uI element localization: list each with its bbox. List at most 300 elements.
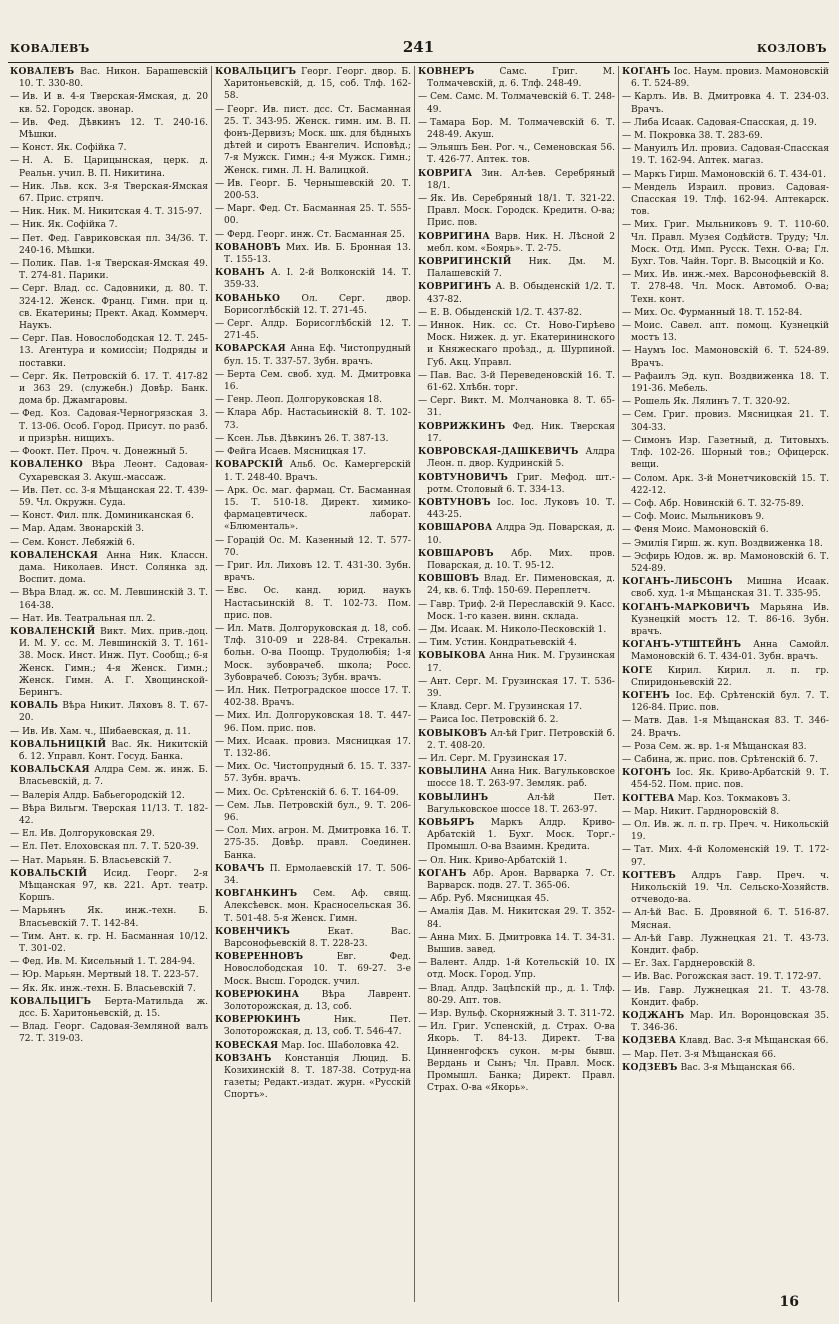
entry-text: Соф. Абр. Новинскiй 6. Т. 32-75-89. (634, 498, 804, 509)
directory-entry (10, 803, 208, 827)
entry-surname: КОВАЛЬ (10, 700, 59, 712)
ditto-dash: — (10, 156, 20, 167)
ditto-dash: — (622, 435, 632, 446)
entry-surname: КОВАРСКАЯ (215, 343, 286, 355)
directory-entry (622, 511, 829, 523)
entry-text: Ол. Ник. Криво-Арбатскiй 1. (430, 855, 568, 866)
header-right-catchword: КОЗЛОВЪ (756, 42, 827, 55)
entry-text: Абр. Мих. пров. Поварская, д. 10. Т. 95-12. (427, 548, 615, 571)
entry-text: Анна Ник. М. Грузинская 17. (427, 651, 615, 674)
directory-entry (622, 169, 829, 181)
ditto-dash: — (10, 726, 20, 737)
entry-text: Иннок. Ник. сс. Ст. Ново-Гирѣево Моск. Нижек. д. уг. Екатерининского и Княжескаго проѣзд., д. Шурпиной. Губ. Акц. Управл. (427, 321, 615, 368)
directory-entry (10, 537, 208, 549)
directory-entry (418, 650, 615, 674)
entry-text: Влад. Георг. Садовая-Земляной валъ 72. Т. 319-03. (19, 1022, 208, 1045)
header-left-catchword: КОВАЛЕВЪ (10, 42, 90, 55)
directory-entry (622, 665, 829, 689)
entry-surname: КОГТЕВА (622, 792, 675, 804)
entry-text: Гавр. Триф. 2-й Переславскiй 9. Касс. Моск. 1-го казен. винн. склада. (427, 599, 615, 622)
ditto-dash: — (622, 270, 632, 281)
entry-surname: КОВАЛЬСКIЙ (10, 867, 88, 879)
ditto-dash: — (622, 117, 632, 128)
directory-entry (215, 459, 411, 483)
entry-text: Самс. Григ. М. Толмачевскiй, д. 6. Тлф. 248-49. (427, 67, 615, 90)
entry-text: Ник. Ник. М. Никитская 4. Т. 315-97. (22, 207, 202, 218)
ditto-dash: — (622, 321, 632, 332)
entry-surname: КОВАНЬКО (215, 292, 281, 304)
directory-entry (418, 868, 615, 892)
entry-text: Евг. Фед. Новослободская 10. Т. 69-27. 3-е Моск. Высш. Городск. учил. (224, 952, 411, 987)
entry-text: Сем. Самс. М. Толмачевскiй 6. Т. 248-49. (427, 92, 615, 115)
ditto-dash: — (418, 1009, 428, 1020)
ditto-dash: — (418, 1022, 428, 1033)
directory-entry (622, 66, 829, 90)
entry-text: Ал-ѣй Вас. Б. Дровяной 6. Т. 516-87. Мясная. (631, 908, 829, 931)
entry-text: Iос. Як. Криво-Арбатскiй 9. Т. 454-52. Пом. прис. пов. (631, 768, 829, 791)
entry-text: Ксен. Льв. Дѣвкинъ 26. Т. 387-13. (227, 433, 389, 444)
ditto-dash: — (622, 538, 632, 549)
entry-text: Клара Абр. Настасьинскiй 8. Т. 102-73. (224, 408, 411, 431)
entry-text: Нат. Марьян. Б. Власьевскiй 7. (22, 855, 172, 866)
page-number: 241 (402, 38, 435, 56)
entry-text: Сем. Льв. Петровскiй бул., 9. Т. 206-96. (224, 800, 411, 823)
directory-entry (622, 602, 829, 639)
entry-surname: КОВАНЪ (215, 267, 265, 279)
entry-text: Фоокт. Пет. Проч. ч. Донежный 5. (22, 447, 188, 458)
directory-entry (215, 585, 411, 622)
entry-text: Симонъ Изр. Газетный, д. Титовыхъ. Тлф. 102-26. Шорный тов.; Офицерск. вещи. (631, 435, 829, 471)
ditto-dash: — (10, 181, 20, 192)
ditto-dash: — (418, 92, 428, 103)
directory-entry (418, 855, 615, 867)
ditto-dash: — (622, 908, 632, 919)
ditto-dash: — (418, 194, 428, 205)
ditto-dash: — (622, 498, 632, 509)
entry-surname: КОВАЛЬНИЦКIЙ (10, 738, 107, 750)
ditto-dash: — (10, 613, 20, 624)
entry-text: Берта Сем. своб. худ. М. Дмитровка 16. (224, 369, 411, 393)
directory-entry (215, 1053, 411, 1102)
directory-entry (622, 473, 829, 497)
entry-surname: КОВЫЛИНЪ (418, 791, 489, 803)
directory-entry (418, 395, 615, 419)
ditto-dash: — (418, 624, 428, 635)
ditto-dash: — (10, 409, 20, 420)
ditto-dash: — (622, 959, 632, 970)
directory-entry (215, 178, 411, 202)
directory-entry (418, 573, 615, 597)
ditto-dash: — (622, 410, 632, 421)
directory-entry (10, 333, 208, 370)
ditto-dash: — (622, 169, 632, 180)
directory-entry (622, 409, 829, 433)
directory-entry (418, 624, 615, 636)
ditto-dash: — (215, 800, 225, 811)
entry-text: Серг. Алдр. Борисоглѣбскiй 12. Т. 271-45. (224, 319, 411, 342)
ditto-dash: — (418, 599, 428, 610)
entry-text: Мануилъ Ил. провиз. Садовая-Спасская 19. Т. 162-94. Аптек. магаз. (631, 144, 829, 167)
entry-surname: КОГАНЪ-МАРКОВИЧЪ (622, 601, 750, 613)
directory-entry (10, 626, 208, 699)
ditto-dash: — (10, 588, 20, 599)
ditto-dash: — (418, 307, 428, 318)
ditto-dash: — (622, 1049, 632, 1060)
ditto-dash: — (418, 932, 428, 943)
entry-surname: КОВЫКОВА (418, 650, 486, 662)
running-header (10, 38, 827, 64)
directory-entry (215, 203, 411, 227)
ditto-dash: — (418, 983, 428, 994)
entry-text: Конст. Як. Софiйка 7. (22, 143, 127, 154)
entry-text: Валерiя Алдр. Бабьегородскiй 12. (22, 790, 185, 801)
entry-text: Тим. Ант. к. гр. Н. Басманная 10/12. Т. 301-02. (19, 931, 208, 955)
directory-entry (418, 370, 615, 394)
entry-text: Марьяна Ив. Кузнецкiй мостъ 12. Т. 86-16. Зубн. врачъ. (631, 602, 829, 637)
directory-entry (10, 142, 208, 154)
ditto-dash: — (418, 894, 428, 905)
ditto-dash: — (10, 447, 20, 458)
directory-entry (622, 806, 829, 818)
entry-text: Е. В. Обыденскiй 1/2. Т. 437-82. (430, 307, 582, 318)
entry-text: Ант. Серг. М. Грузинская 17. Т. 536-39. (427, 676, 615, 699)
entry-surname: КОВЕРЮКИНА (215, 988, 300, 1000)
ditto-dash: — (10, 829, 20, 840)
ditto-dash: — (10, 371, 20, 382)
directory-entry (418, 472, 615, 496)
entry-text: Арк. Ос. маг. фармац. Ст. Басманная 15. Т. 510-18. Директ. химико-фармацевтическ. лаборат. «Блюменталь». (224, 485, 411, 533)
entry-text: Н. А. Б. Царицынская, церк. д. Реальн. учил. В. П. Никитина. (19, 156, 208, 179)
ditto-dash: — (10, 220, 20, 231)
entry-text: Пет. Фед. Гавриковская пл. 34/36. Т. 240-16. Мѣшки. (19, 233, 208, 256)
directory-entry (215, 800, 411, 824)
directory-entry (418, 320, 615, 369)
entry-text: Iос. Еф. Срѣтенскiй бул. 7. Т. 126-84. Прис. пов. (631, 690, 829, 714)
entry-text: Вѣра Леонт. Садовая-Сухаревская 3. Акуш.-массаж. (19, 460, 208, 483)
ditto-dash: — (215, 586, 225, 597)
entry-text: Мар. Iос. Шаболовка 42. (281, 1040, 400, 1051)
directory-entry (418, 1008, 615, 1020)
directory-entry (10, 408, 208, 445)
entry-text: Маркъ Гирш. Мамоновскiй 6. Т. 434-01. (634, 169, 827, 180)
ditto-dash: — (215, 787, 225, 798)
ditto-dash: — (10, 143, 20, 154)
entry-text: Ив. Георг. Б. Чернышевскiй 20. Т. 200-53. (224, 178, 411, 202)
ditto-dash: — (622, 307, 632, 318)
entry-text: Ал-ѣй Пет. Вагульковское шоссе 18. Т. 263-97. (427, 792, 615, 815)
entry-text: Клавд. Вас. 3-я Мѣщанская 66. (679, 1036, 829, 1047)
entry-text: Ил. Ник. Петроградское шоссе 17. Т. 402-38. Врачъ. (224, 685, 411, 709)
ditto-dash: — (622, 716, 632, 727)
entry-text: Сабина, ж. прис. пов. Срѣтенскiй б. 7. (634, 754, 818, 765)
ditto-dash: — (418, 958, 428, 969)
entry-text: Евс. Ос. канд. юрид. наукъ Настасьинскiй 8. Т. 102-73. Пом. прис. пов. (224, 586, 411, 621)
directory-entry (622, 870, 829, 907)
entry-surname: КОВГАНКИНЪ (215, 888, 298, 900)
entry-surname: КОВНЕРЪ (418, 66, 475, 77)
ditto-dash: — (215, 178, 225, 189)
directory-entry (418, 66, 615, 90)
directory-entry (622, 1062, 829, 1074)
entry-text: Моис. Савел. апт. помощ. Кузнецкiй мостъ 13. (631, 321, 829, 344)
entry-text: Марьянъ Як. инж.-техн. Б. Власьевскiй 7. Т. 142-84. (19, 906, 208, 929)
directory-entry (10, 587, 208, 611)
directory-entry (10, 1021, 208, 1045)
entry-text: Анна Еф. Чистопрудный бул. 15. Т. 337-57. Зубн. врачъ. (224, 344, 411, 367)
ditto-dash: — (10, 1022, 20, 1033)
entry-text: Сем. Григ. провиз. Мясницкая 21. Т. 304-33. (631, 410, 829, 433)
column-4 (622, 66, 829, 1304)
entry-text: Пав. Вас. 3-й Переведеновскiй 16. Т. 61-62. Хлѣбн. торг. (427, 370, 615, 394)
entry-text: Вас. Як. Никитскiй б. 12. Управл. Конт. Госуд. Банка. (19, 739, 208, 762)
ditto-dash: — (622, 819, 632, 830)
entry-text: Мар. Никит. Гардноровскiй 8. (634, 806, 780, 817)
directory-entry (622, 844, 829, 868)
entry-surname: КОВАЛЕНКО (10, 459, 83, 471)
entry-text: Ив. И в. 4-я Тверская-Ямская, д. 20 кв. 52. Городск. звонар. (19, 92, 208, 115)
ditto-dash: — (622, 741, 632, 752)
directory-entry (622, 538, 829, 550)
ditto-dash: — (10, 92, 20, 103)
entry-text: Ел. Ив. Долгоруковская 29. (22, 829, 155, 840)
entry-text: Серг. Як. Петровскiй б. 17. Т. 417-82 и 363 29. (служебн.) Довѣр. Банк. дома бр. Джамгаровы. (19, 371, 208, 407)
entry-text: Мих. Ос. Срѣтенскiй б. 6. Т. 164-09. (227, 787, 399, 798)
entry-text: Ив. Ив. Хам. ч., Шибаевская, д. 11. (22, 726, 191, 737)
entry-text: Григ. Мефод. шт.-ротм. Столовый 6. Т. 334-13. (427, 472, 615, 495)
entry-text: Полик. Пав. 1-я Тверская-Ямская 49. Т. 274-81. Парики. (19, 259, 208, 282)
directory-entry (418, 522, 615, 546)
directory-entry (418, 1021, 615, 1094)
directory-entry (418, 817, 615, 854)
entry-text: Ник. Дм. М. Палашевскiй 7. (427, 257, 615, 280)
entry-text: Вѣра Лаврент. Золоторожская, д. 13, соб. (224, 989, 411, 1013)
entry-text: Сол. Мих. агрон. М. Дмитровка 16. Т. 275-35. Довѣр. правл. Соединен. Банка. (224, 826, 411, 861)
entry-surname: КОВАЛЬЦИГЪ (215, 66, 297, 77)
entry-text: А. В. Обыденскiй 1/2. Т. 437-82. (427, 282, 615, 305)
entry-surname: КОВЕНЧИКЪ (215, 925, 291, 937)
directory-entry (622, 576, 829, 600)
directory-entry (622, 1035, 829, 1047)
directory-entry (622, 396, 829, 408)
ditto-dash: — (10, 855, 20, 866)
directory-entry (622, 1010, 829, 1034)
entry-text: Фед. Ник. Тверская 17. (427, 421, 615, 444)
entry-text: Горацiй Ос. М. Казенный 12. Т. 577-70. (224, 535, 411, 558)
entry-text: Анна Мих. Б. Дмитровка 14. Т. 34-31. Вышив. завед. (427, 932, 615, 956)
directory-entry (10, 510, 208, 522)
entry-surname: КОВРИГИНСКIЙ (418, 256, 512, 268)
directory-entry (215, 761, 411, 785)
directory-entry (10, 181, 208, 205)
directory-entry (215, 535, 411, 559)
directory-entry (215, 560, 411, 584)
directory-entry (10, 726, 208, 738)
ditto-dash: — (10, 259, 20, 270)
entry-text: Ник. Як. Софiйка 7. (22, 220, 118, 231)
directory-entry (622, 91, 829, 115)
entry-text: Вѣра Никит. Ляховъ 8. Т. 67-20. (19, 701, 208, 724)
directory-entry (622, 793, 829, 805)
ditto-dash: — (10, 983, 20, 994)
entry-text: Вѣра Влад. ж. сс. М. Левшинскiй 3. Т. 164-38. (19, 588, 208, 611)
directory-entry (10, 258, 208, 282)
entry-text: Ел. Пет. Елоховская пл. 7. Т. 520-39. (22, 842, 199, 853)
directory-entry (418, 893, 615, 905)
directory-entry (418, 142, 615, 166)
directory-entry (622, 320, 829, 344)
ditto-dash: — (622, 845, 632, 856)
entry-text: А. I. 2-й Волконскiй 14. Т. 359-33. (224, 268, 411, 291)
directory-entry (10, 700, 208, 724)
directory-entry (418, 792, 615, 816)
directory-entry (10, 446, 208, 458)
entry-surname: КОВАЛЕНСКАЯ (10, 549, 98, 561)
entry-surname: КОВЗАНЪ (215, 1052, 272, 1064)
entry-text: Мендель Израил. провиз. Садовая-Спасская 19. Тлф. 162-94. Аптекарск. тов. (631, 182, 829, 218)
entry-text: Исид. Георг. 2-я Мѣщанская 97, кв. 221. Арт. театр. Коршъ. (19, 868, 208, 904)
entry-text: Раиса Iос. Петровскiй б. 2. (430, 715, 559, 726)
entry-text: Вас. Никон. Барашевскiй 10. Т. 330-80. (19, 67, 208, 90)
directory-entry (215, 369, 411, 393)
directory-entry (622, 819, 829, 843)
entry-text: Серг. Пав. Новослободская 12. Т. 245-13. Агентура и комиссiи; Подряды и поставки. (19, 334, 208, 369)
entry-surname: КОВАЛЬЦИГЪ (10, 995, 92, 1007)
directory-entry (10, 969, 208, 981)
ditto-dash: — (10, 790, 20, 801)
entry-surname: КОВАЛЕВЪ (10, 66, 75, 77)
directory-entry (215, 623, 411, 684)
ditto-dash: — (215, 319, 225, 330)
directory-entry (215, 66, 411, 103)
directory-entry (418, 753, 615, 765)
entry-text: Мих. Григ. Мыльниковъ 9. Т. 110-60. Чл. Правл. Музея Содѣйств. Труду; Чл. Моск. Отд. Имп. Русск. Техн. О-ва; Гл. Бухг. Тов. Чайн. Торг. В. Высоцкiй и Ко. (631, 220, 829, 268)
ditto-dash: — (622, 92, 632, 103)
entry-text: Мар. Ил. Воронцовская 35. Т. 346-36. (631, 1011, 829, 1034)
directory-entry (215, 407, 411, 431)
entry-text: Ив. Пет. сс. 3-я Мѣщанская 22. Т. 439-59. Чл. Окружн. Суда. (19, 485, 208, 508)
directory-entry (418, 983, 615, 1007)
directory-entry (10, 233, 208, 257)
directory-entry (418, 281, 615, 305)
entry-surname: КОВШОВЪ (418, 573, 480, 585)
ditto-dash: — (10, 334, 20, 345)
directory-entry (418, 701, 615, 713)
entry-text: Мих. Ив. Б. Бронная 13. Т. 155-13. (224, 242, 411, 266)
directory-entry (622, 985, 829, 1009)
directory-entry (622, 143, 829, 167)
directory-entry (622, 182, 829, 219)
entry-text: Феня Моис. Мамоновскiй 6. (634, 525, 769, 536)
directory-entry (10, 855, 208, 867)
directory-entry (10, 905, 208, 929)
entry-text: Екат. Вас. Варсонофьевскiй 8. Т. 228-23. (224, 926, 411, 950)
ditto-dash: — (215, 623, 225, 634)
entry-text: Сем. Конст. Лебяжiй 6. (22, 537, 135, 548)
directory-entry (10, 117, 208, 141)
ditto-dash: — (622, 473, 632, 484)
ditto-dash: — (418, 117, 428, 128)
entry-text: Фед. Ив. М. Кисельный 1. Т. 284-94. (22, 957, 196, 968)
entry-text: Фейга Исаев. Мясницкая 17. (227, 447, 367, 458)
entry-text: Анна Самойл. Мамоновскiй 6. Т. 434-01. Зубн. врачъ. (631, 640, 829, 663)
entry-text: Валент. Алдр. 1-й Котельскiй 10. IX отд. Моск. Город. Упр. (427, 958, 615, 981)
ditto-dash: — (10, 803, 20, 814)
ditto-dash: — (622, 397, 632, 408)
ditto-dash: — (622, 972, 632, 983)
ditto-dash: — (10, 537, 20, 548)
directory-entry (622, 767, 829, 791)
entry-text: Серг. Влад. сс. Садовники, д. 80. Т. 324-12. Женск. Франц. Гимн. при ц. св. Екатерины; Прект. Акад. Коммерч. Наукъ. (19, 284, 208, 332)
directory-entry (622, 130, 829, 142)
ditto-dash: — (418, 370, 428, 381)
ditto-dash: — (215, 485, 225, 496)
ditto-dash: — (215, 560, 225, 571)
entry-text: Мар. Адам. Звонарскiй 3. (22, 524, 145, 535)
entry-surname: КОГОНЪ (622, 767, 671, 779)
ditto-dash: — (418, 715, 428, 726)
entry-text: Влад. Ег. Пименовская, д. 24, кв. 6. Тлф. 150-69. Переплетч. (427, 574, 615, 597)
ditto-dash: — (215, 685, 225, 696)
directory-entry (215, 485, 411, 534)
ditto-dash: — (418, 638, 428, 649)
entry-text: Як. Ив. Серебряный 18/1. Т. 321-22. Правл. Моск. Городск. Кредитн. О-ва; Прис. пов. (427, 194, 615, 229)
directory-entry (418, 932, 615, 956)
entry-text: Викт. Мих. прив.-доц. И. М. У. сс. М. Левшинскiй 3. Т. 161-38. Моск. Инст. Инж. Пут. Сообщ.; 6-я Женск. Гимн.; 4-я Женск. Гимн.; Женск. Гимн. А. Г. Хвощинской-Берингъ. (19, 626, 208, 698)
directory-entry (10, 283, 208, 332)
directory-entry (10, 996, 208, 1020)
entry-text: Рошель Як. Лялинъ 7. Т. 320-92. (634, 397, 791, 408)
directory-entry (10, 931, 208, 955)
entry-text: Ил. Григ. Успенскiй, д. Страх. О-ва Якорь. Т. 84-13. Директ. Т-ва Цинненгофскъ сукон. м-ры бывш. Вердань и Сынъ; Чл. Правл. Моск. Промышл. Банка; Директ. Правл. Страх. О-ва «Якорь». (427, 1022, 615, 1094)
entry-text: Фед. Коз. Садовая-Черногрязская 3. Т. 13-06. Особ. Город. Присут. по разб. и призрѣн. нищихъ. (19, 409, 208, 444)
directory-entry (418, 421, 615, 445)
directory-entry (418, 637, 615, 649)
directory-entry (215, 394, 411, 406)
entry-text: Григ. Ил. Лиховъ 12. Т. 431-30. Зубн. врачъ. (224, 560, 411, 584)
entry-text: Клавд. Серг. М. Грузинская 17. (430, 702, 583, 713)
entry-text: Ник. Пет. Золоторожская, д. 13, соб. Т. 546-47. (224, 1015, 411, 1038)
directory-entry (622, 958, 829, 970)
column-2 (215, 66, 411, 1304)
directory-entry (215, 736, 411, 760)
entry-text: Георг. Георг. двор. Б. Харитоньевскiй, д. 15, соб. Тлф. 162-58. (224, 67, 411, 102)
directory-entry (622, 219, 829, 268)
entry-surname: КОДЗЕВЪ (622, 1061, 678, 1073)
entry-surname: КОГАНЪ-УТШТЕЙНЪ (622, 639, 742, 651)
ditto-dash: — (215, 204, 225, 215)
directory-entry (215, 926, 411, 950)
entry-text: Кирил. Кирил. л. п. гр. Спиридоньевскiй 22. (631, 665, 829, 688)
entry-surname: КОВЫКОВЪ (418, 727, 487, 739)
ditto-dash: — (10, 233, 20, 244)
entry-text: Тамара Бор. М. Толмачевскiй 6. Т. 248-49. Акуш. (427, 117, 615, 141)
directory-entry (418, 728, 615, 752)
entry-text: Ил. Серг. М. Грузинская 17. (430, 753, 567, 764)
directory-entry (10, 523, 208, 535)
directory-entry (622, 907, 829, 931)
entry-text: Влад. Алдр. Зацѣпскiй пр., д. 1. Тлф. 80-29. Апт. тов. (427, 983, 615, 1006)
directory-entry (622, 345, 829, 369)
entry-text: Мих. Ос. Фурманный 18. Т. 152-84. (634, 307, 803, 318)
ditto-dash: — (10, 117, 20, 128)
directory-entry (215, 989, 411, 1013)
ditto-dash: — (10, 931, 20, 942)
ditto-dash: — (418, 753, 428, 764)
directory-entry (418, 548, 615, 572)
entry-text: Маркъ Алдр. Криво-Арбатскiй 1. Бухг. Моск. Торг.-Промышл. О-ва Взаимн. Кредита. (427, 817, 615, 853)
ditto-dash: — (622, 182, 632, 193)
directory-entry (215, 1014, 411, 1038)
